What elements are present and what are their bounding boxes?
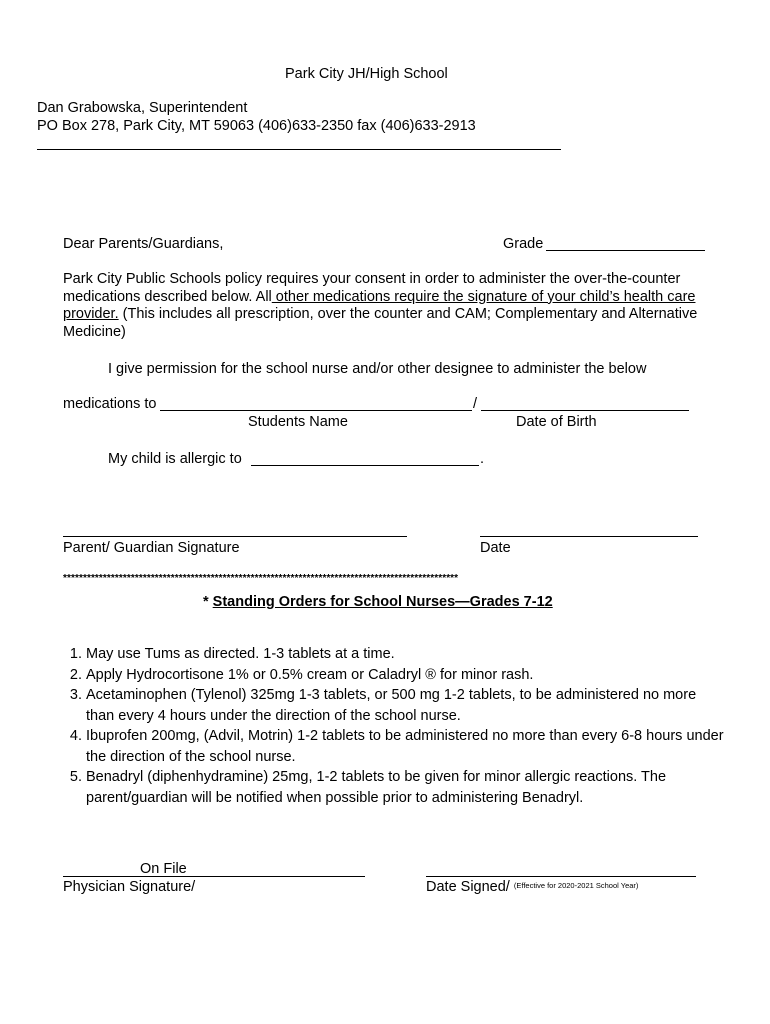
slash-separator: /	[473, 396, 478, 412]
grade-label: Grade	[503, 236, 544, 252]
students-name-label: Students Name	[248, 414, 348, 430]
title-asterisk: *	[203, 594, 213, 610]
date-of-birth-field[interactable]	[481, 410, 689, 411]
on-file-text: On File	[140, 861, 187, 877]
salutation: Dear Parents/Guardians,	[63, 236, 224, 252]
standing-orders-title	[203, 594, 553, 610]
allergy-label: My child is allergic to	[108, 451, 242, 467]
permission-text: I give permission for the school nurse and/or other designee to administer the below	[108, 361, 647, 377]
effective-note: (Effective for 2020-2021 School Year)	[513, 881, 639, 890]
medications-to-label: medications to	[63, 396, 157, 412]
order-item-5: 5. Benadryl (diphenhydramine) 25mg, 1-2 tablets to be given for minor allergic reactions. The parent/guardian will be notified when possible prior to administering Benadryl.	[86, 767, 726, 808]
physician-signature-label: Physician Signature/	[63, 879, 196, 895]
date-signed-block	[426, 879, 638, 895]
date-of-birth-label: Date of Birth	[516, 414, 597, 430]
order-item-4: 4. Ibuprofen 200mg, (Advil, Motrin) 1-2 tablets to be administered no more than every 6-8 hours under the direction of the school nurse.	[86, 726, 726, 767]
parent-signature-label: Parent/ Guardian Signature	[63, 540, 240, 556]
parent-signature-field[interactable]	[63, 536, 407, 537]
title-text: Standing Orders for School Nurses—Grades 7-12	[212, 594, 553, 610]
order-item-1: 1. May use Tums as directed. 1-3 tablets at a time.	[86, 644, 726, 665]
school-name: Park City JH/High School	[285, 66, 448, 82]
order-item-3: 3. Acetaminophen (Tylenol) 325mg 1-3 tablets, or 500 mg 1-2 tablets, to be administered no more than every 4 hours under the direction of the school nurse.	[86, 685, 726, 726]
school-address: PO Box 278, Park City, MT 59063 (406)633-2350 fax (406)633-2913	[37, 118, 476, 134]
policy-text-3: (This includes all prescription, over the counter and CAM; Complementary and Alternative Medicine)	[63, 306, 698, 340]
header-divider	[37, 149, 561, 150]
allergy-field[interactable]	[251, 465, 479, 466]
superintendent: Dan Grabowska, Superintendent	[37, 100, 248, 116]
parent-date-label: Date	[480, 540, 511, 556]
order-item-2: 2. Apply Hydrocortisone 1% or 0.5% cream or Caladryl ® for minor rash.	[86, 665, 726, 686]
standing-orders-list	[63, 644, 726, 808]
student-name-field[interactable]	[160, 410, 472, 411]
grade-field[interactable]	[546, 250, 705, 251]
policy-paragraph	[63, 271, 713, 341]
asterisk-separator: ***************************************************************************************************	[63, 573, 459, 584]
policy-text-1: Park City Public Schools policy requires your consent in order to administer the over-the-counter medications described below. All	[63, 271, 681, 305]
physician-signature-field[interactable]	[63, 876, 365, 877]
date-signed-label: Date Signed/	[426, 879, 510, 895]
parent-date-field[interactable]	[480, 536, 698, 537]
date-signed-field[interactable]	[426, 876, 696, 877]
policy-text-underlined: other medications require the signature of your child’s health care provider.	[63, 288, 696, 322]
allergy-period: .	[480, 451, 485, 467]
